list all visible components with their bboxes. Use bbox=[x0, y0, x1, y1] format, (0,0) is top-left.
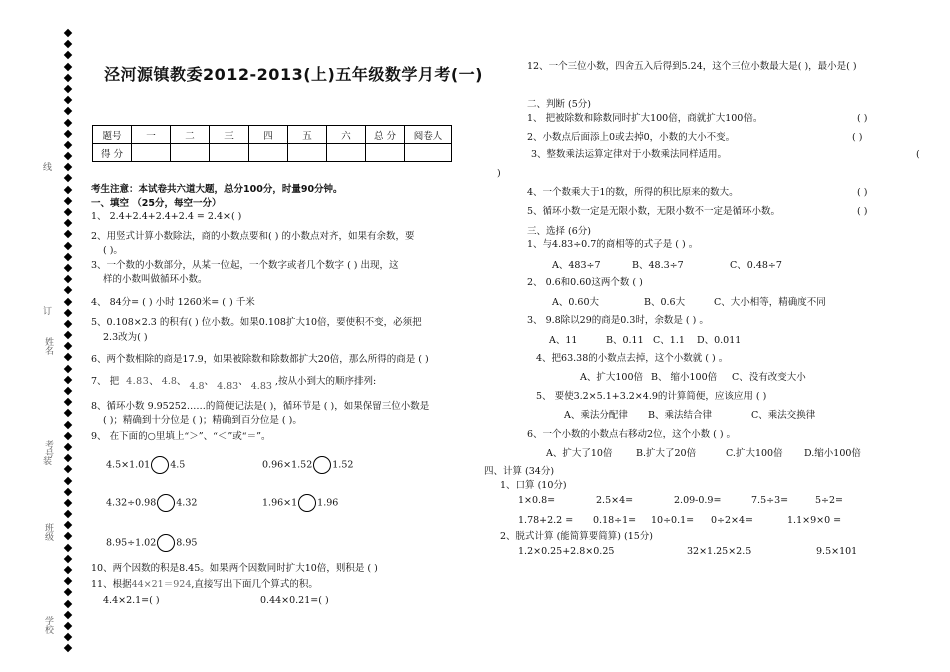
exam-notice: 考生注意：本试卷共六道大题，总分100分，时量90分钟。 bbox=[91, 184, 343, 195]
question-11-item: 0.44×0.21=( ) bbox=[260, 595, 329, 606]
repeating-decimal: 4.8 bbox=[161, 376, 177, 387]
diamond-mark bbox=[64, 152, 72, 160]
score-table-score-row bbox=[93, 144, 452, 162]
choice-option[interactable]: B、 缩小100倍 bbox=[651, 372, 718, 383]
diamond-mark bbox=[64, 387, 72, 395]
margin-label-line: 线 bbox=[41, 162, 51, 171]
step-calc-heading: 2、脱式计算 (能简算要简算) (15分) bbox=[500, 531, 653, 542]
choice-option[interactable]: B、0.11 bbox=[606, 335, 644, 346]
question-5-line1: 5、0.108×2.3 的积有( ) 位小数。如果0.108扩大10倍，要使积不变，必须把 bbox=[91, 317, 422, 328]
judge-item: 2、小数点后面添上0或去掉0，小数的大小不变。 bbox=[527, 132, 736, 143]
section2-heading: 二、判断 (5分) bbox=[527, 99, 591, 110]
compare-circle[interactable] bbox=[157, 534, 175, 552]
choice-option[interactable]: D、0.011 bbox=[697, 335, 742, 346]
score-header-cell: 四 bbox=[249, 126, 288, 144]
choice-option[interactable]: C、没有改变大小 bbox=[732, 372, 806, 383]
diamond-mark bbox=[64, 96, 72, 104]
diamond-mark bbox=[64, 85, 72, 93]
diamond-mark bbox=[64, 241, 72, 249]
oral-calc-item: 0÷2×4= bbox=[711, 515, 754, 526]
diamond-mark bbox=[64, 308, 72, 316]
judge-answer-blank[interactable]: ( ) bbox=[857, 187, 868, 198]
diamond-mark bbox=[64, 185, 72, 193]
question-7-suffix: ,按从小到大的顺序排列: bbox=[274, 376, 377, 387]
binding-diamond-border bbox=[63, 30, 73, 657]
question-12: 12、一个三位小数，四舍五入后得到5.24，这个三位小数最大是( )，最小是( ) bbox=[527, 61, 857, 72]
margin-label-order: 订 bbox=[41, 306, 51, 315]
page-title: 泾河源镇教委2012-2013(上)五年级数学月考(一) bbox=[104, 65, 483, 84]
oral-calc-item: 2.5×4= bbox=[596, 495, 634, 506]
repeating-decimal: 4.83 bbox=[250, 381, 272, 392]
score-header-cell: 六 bbox=[327, 126, 366, 144]
choice-option[interactable]: A、483÷7 bbox=[552, 260, 601, 271]
step-calc-item: 9.5×101 bbox=[816, 546, 858, 557]
diamond-mark bbox=[64, 320, 72, 328]
diamond-mark bbox=[64, 219, 72, 227]
diamond-mark bbox=[64, 62, 72, 70]
choice-question-3: 3、 9.8除以29的商是0.3时，余数是 ( ) 。 bbox=[527, 315, 709, 326]
score-table-header-row bbox=[93, 126, 452, 144]
choice-option[interactable]: C、1.1 bbox=[653, 335, 685, 346]
diamond-mark bbox=[64, 297, 72, 305]
choice-option[interactable]: D.缩小100倍 bbox=[804, 448, 861, 459]
diamond-mark bbox=[64, 208, 72, 216]
diamond-mark bbox=[64, 376, 72, 384]
question-2-line1: 2、用竖式计算小数除法，商的小数点要和( ) 的小数点对齐，如果有余数，要 bbox=[91, 231, 415, 242]
diamond-mark bbox=[64, 465, 72, 473]
diamond-mark bbox=[64, 454, 72, 462]
diamond-mark bbox=[64, 633, 72, 641]
diamond-mark bbox=[64, 622, 72, 630]
compare-circle[interactable] bbox=[151, 456, 169, 474]
judge-item: 1、 把被除数和除数同时扩大100倍，商就扩大100倍。 bbox=[527, 113, 763, 124]
diamond-mark bbox=[64, 532, 72, 540]
diamond-mark bbox=[64, 555, 72, 563]
score-header-cell: 题号 bbox=[93, 126, 132, 144]
diamond-mark bbox=[64, 29, 72, 37]
question-3-line1: 3、一个数的小数部分，从某一位起，一个数字或者几个数字 ( ) 出现，这 bbox=[91, 260, 399, 271]
compare-circle[interactable] bbox=[157, 494, 175, 512]
judge-answer-blank[interactable]: ( bbox=[916, 149, 920, 160]
oral-calc-item: 1.78+2.2 = bbox=[518, 515, 574, 526]
compare-circle[interactable] bbox=[298, 494, 316, 512]
diamond-mark bbox=[64, 353, 72, 361]
score-cell[interactable] bbox=[288, 144, 327, 162]
score-cell[interactable] bbox=[210, 144, 249, 162]
oral-calc-item: 7.5÷3= bbox=[751, 495, 789, 506]
choice-option[interactable]: B、乘法结合律 bbox=[648, 410, 712, 421]
oral-calc-item: 10÷0.1= bbox=[651, 515, 695, 526]
margin-field-school: 学校 bbox=[43, 616, 53, 634]
margin-field-class: 班级 bbox=[43, 523, 53, 541]
judge-answer-blank-tail: ) bbox=[497, 168, 501, 179]
score-cell[interactable] bbox=[132, 144, 171, 162]
choice-option[interactable]: C、乘法交换律 bbox=[751, 410, 816, 421]
diamond-mark bbox=[64, 398, 72, 406]
score-cell[interactable] bbox=[366, 144, 405, 162]
choice-option[interactable]: C.扩大100倍 bbox=[726, 448, 783, 459]
diamond-mark bbox=[64, 331, 72, 339]
choice-option[interactable]: A、11 bbox=[549, 335, 578, 346]
choice-question-6: 6、一个小数的小数点右移动2位，这个小数 ( ) 。 bbox=[527, 429, 737, 440]
diamond-mark bbox=[64, 129, 72, 137]
score-header-cell: 总 分 bbox=[366, 126, 405, 144]
score-header-cell: 阅卷人 bbox=[405, 126, 452, 144]
diamond-mark bbox=[64, 611, 72, 619]
diamond-mark bbox=[64, 74, 72, 82]
step-calc-item: 1.2×0.25+2.8×0.25 bbox=[518, 546, 615, 557]
score-header-cell: 一 bbox=[132, 126, 171, 144]
oral-calc-item: 1×0.8= bbox=[518, 495, 556, 506]
question-6: 6、两个数相除的商是17.9，如果被除数和除数都扩大20倍，那么所得的商是 ( ) bbox=[91, 354, 429, 365]
diamond-mark bbox=[64, 107, 72, 115]
choice-option[interactable]: A、乘法分配律 bbox=[564, 410, 628, 421]
choice-question-5: 5、 要使3.2×5.1+3.2×4.9的计算简便，应该应用 ( ) bbox=[536, 391, 767, 402]
repeating-decimal: 4.83 bbox=[126, 376, 150, 387]
judge-answer-blank[interactable]: ( ) bbox=[857, 113, 868, 124]
diamond-mark bbox=[64, 487, 72, 495]
margin-label-bind: 装 bbox=[41, 456, 51, 465]
diamond-mark bbox=[64, 342, 72, 350]
question-3-line2: 样的小数叫做循环小数。 bbox=[103, 274, 208, 285]
compare-item: 8.95÷1.02 8.95 bbox=[106, 534, 197, 552]
judge-answer-blank[interactable]: ( ) bbox=[852, 132, 863, 143]
diamond-mark bbox=[64, 141, 72, 149]
question-7-prefix: 7、 把 bbox=[91, 376, 120, 387]
question-11-item: 4.4×2.1=( ) bbox=[103, 595, 160, 606]
oral-calc-item: 5÷2= bbox=[815, 495, 844, 506]
given-equation: 44×21＝924 bbox=[131, 579, 192, 590]
diamond-mark bbox=[64, 40, 72, 48]
compare-item: 1.96×1 1.96 bbox=[262, 494, 338, 512]
question-11: 11、根据44×21＝924,直接写出下面几个算式的积。 bbox=[91, 579, 318, 590]
question-8-line2: ( )；精确到十分位是 ( )；精确到百分位是 ( )。 bbox=[103, 415, 302, 426]
diamond-mark bbox=[64, 51, 72, 59]
diamond-mark bbox=[64, 543, 72, 551]
choice-option[interactable]: A、0.60大 bbox=[552, 297, 600, 308]
diamond-mark bbox=[64, 253, 72, 261]
score-cell[interactable] bbox=[405, 144, 452, 162]
choice-question-1: 1、与4.83÷0.7的商相等的式子是 ( ) 。 bbox=[527, 239, 699, 250]
diamond-mark bbox=[64, 599, 72, 607]
choice-option[interactable]: B、48.3÷7 bbox=[632, 260, 684, 271]
diamond-mark bbox=[64, 264, 72, 272]
judge-item: 4、一个数乘大于1的数，所得的积比原来的数大。 bbox=[527, 187, 739, 198]
oral-calc-item: 1.1×9×0 = bbox=[787, 515, 842, 526]
diamond-mark bbox=[64, 174, 72, 182]
judge-item: 3、整数乘法运算定律对于小数乘法同样适用。 bbox=[531, 149, 728, 160]
diamond-mark bbox=[64, 499, 72, 507]
question-9: 9、 在下面的○里填上“＞”、“＜”或“＝”。 bbox=[91, 431, 271, 442]
score-table bbox=[92, 125, 452, 162]
score-row-label: 得 分 bbox=[93, 144, 132, 162]
question-8-line1: 8、循环小数 9.95252……的简便记法是( )，循环节是 ( )，如果保留三位小数是 bbox=[91, 401, 430, 412]
score-header-cell: 三 bbox=[210, 126, 249, 144]
repeating-decimal: 4.8 bbox=[189, 381, 205, 392]
question-4: 4、 84分= ( ) 小时 1260米= ( ) 千米 bbox=[91, 297, 255, 308]
repeating-decimal: 4.83 bbox=[217, 381, 239, 392]
oral-calc-item: 2.09-0.9= bbox=[674, 495, 722, 506]
section3-heading: 三、选择 (6分) bbox=[527, 226, 591, 237]
compare-circle[interactable] bbox=[313, 456, 331, 474]
section1-heading: 一、填空 （25分，每空一分） bbox=[91, 198, 222, 209]
choice-question-4: 4、把63.38的小数点去掉，这个小数就 ( ) 。 bbox=[536, 353, 729, 364]
score-header-cell: 二 bbox=[171, 126, 210, 144]
choice-option[interactable]: C、0.48÷7 bbox=[730, 260, 782, 271]
score-header-cell: 五 bbox=[288, 126, 327, 144]
choice-question-2: 2、 0.6和0.60这两个数 ( ) bbox=[527, 277, 643, 288]
diamond-mark bbox=[64, 197, 72, 205]
diamond-mark bbox=[64, 230, 72, 238]
question-10: 10、两个因数的积是8.45。如果两个因数同时扩大10倍，则积是 ( ) bbox=[91, 563, 378, 574]
oral-calc-heading: 1、口算 (10分) bbox=[500, 480, 567, 491]
compare-item: 4.5×1.01 4.5 bbox=[106, 456, 185, 474]
diamond-mark bbox=[64, 510, 72, 518]
diamond-mark bbox=[64, 443, 72, 451]
section4-heading: 四、计算 (34分) bbox=[484, 466, 555, 477]
oral-calc-item: 0.18÷1= bbox=[593, 515, 637, 526]
score-cell[interactable] bbox=[327, 144, 366, 162]
diamond-mark bbox=[64, 521, 72, 529]
margin-field-name: 姓名 bbox=[43, 337, 53, 355]
choice-option[interactable]: A、扩大100倍 bbox=[580, 372, 643, 383]
choice-option[interactable]: A、扩大了10倍 bbox=[546, 448, 613, 459]
judge-answer-blank[interactable]: ( ) bbox=[857, 206, 868, 217]
step-calc-item: 32×1.25×2.5 bbox=[687, 546, 752, 557]
choice-option[interactable]: C、大小相等，精确度不同 bbox=[714, 297, 826, 308]
compare-item: 4.32÷0.98 4.32 bbox=[106, 494, 197, 512]
diamond-mark bbox=[64, 420, 72, 428]
question-1: 1、 2.4+2.4+2.4+2.4 = 2.4×( ) bbox=[91, 211, 242, 222]
margin-field-exam-number: 考号 bbox=[43, 440, 53, 458]
choice-option[interactable]: B、0.6大 bbox=[644, 297, 686, 308]
score-cell[interactable] bbox=[249, 144, 288, 162]
diamond-mark bbox=[64, 644, 72, 652]
diamond-mark bbox=[64, 588, 72, 596]
question-2-line2: ( )。 bbox=[103, 245, 123, 256]
diamond-mark bbox=[64, 476, 72, 484]
diamond-mark bbox=[64, 163, 72, 171]
compare-item: 0.96×1.52 1.52 bbox=[262, 456, 353, 474]
score-cell[interactable] bbox=[171, 144, 210, 162]
diamond-mark bbox=[64, 566, 72, 574]
diamond-mark bbox=[64, 409, 72, 417]
diamond-mark bbox=[64, 432, 72, 440]
choice-option[interactable]: B.扩大了20倍 bbox=[636, 448, 697, 459]
question-5-line2: 2.3改为( ) bbox=[103, 332, 148, 343]
judge-item: 5、循环小数一定是无限小数，无限小数不一定是循环小数。 bbox=[527, 206, 781, 217]
diamond-mark bbox=[64, 577, 72, 585]
diamond-mark bbox=[64, 275, 72, 283]
diamond-mark bbox=[64, 118, 72, 126]
diamond-mark bbox=[64, 286, 72, 294]
diamond-mark bbox=[64, 364, 72, 372]
question-7: 7、 把 4.83、 4.8、 4.8、 4.83、 4.83 ,按从小到大的顺序排列: bbox=[91, 376, 377, 392]
